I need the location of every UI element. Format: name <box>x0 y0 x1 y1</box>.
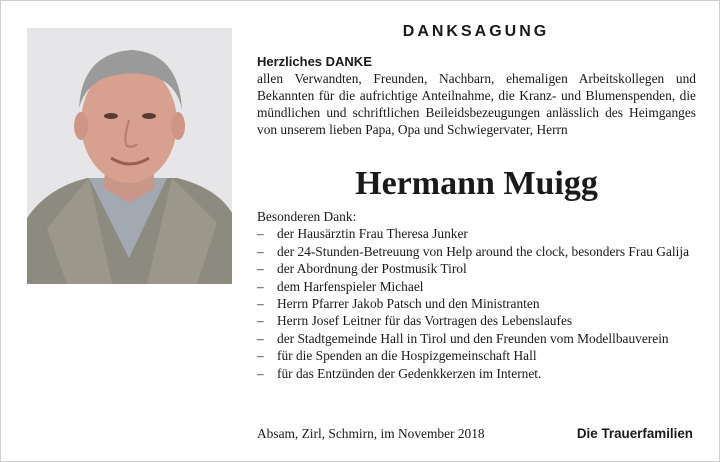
list-item: – Herrn Pfarrer Jakob Patsch und den Ministranten <box>257 296 540 312</box>
list-item: – dem Harfenspieler Michael <box>257 278 424 294</box>
list-dash: – <box>257 365 264 381</box>
list-dash: – <box>257 296 264 312</box>
thanks-list <box>257 225 696 382</box>
list-dash: – <box>257 330 264 346</box>
portrait-photo <box>27 28 232 284</box>
list-item: – der Abordnung der Postmusik Tirol <box>257 261 467 277</box>
list-item: – der 24-Stunden-Betreuung von Help around the clock, besonders Frau Galija <box>257 243 690 259</box>
intro-text: allen Verwandten, Freunden, Nachbarn, ehemaligen Arbeitskollegen und Bekannten für die aufrichtige Anteilnahme, die Kranz- und Blumenspenden, die mündlichen und schriftlichen Beileidsbezeugungen anlässlich des Heimganges von unserem lieben Papa, Opa und Schwiegervater, Herrn <box>257 71 696 137</box>
intro-block <box>257 53 696 138</box>
list-dash: – <box>257 278 264 294</box>
notice-heading: DANKSAGUNG <box>402 23 550 40</box>
list-dash: – <box>257 243 264 259</box>
list-item: – für die Spenden an die Hospizgemeinschaft Hall <box>257 348 537 364</box>
list-item: – der Hausärztin Frau Theresa Junker <box>257 226 468 242</box>
signature: Die Trauerfamilien <box>576 426 693 441</box>
list-dash: – <box>257 261 264 277</box>
list-item: – Herrn Josef Leitner für das Vortragen des Lebenslaufes <box>257 313 573 329</box>
deceased-name: Hermann Muigg <box>355 165 598 202</box>
intro-title: Herzliches DANKE <box>257 54 372 69</box>
special-thanks <box>257 208 696 382</box>
list-item: – der Stadtgemeinde Hall in Tirol und den Freunden vom Modellbauverein <box>257 330 669 346</box>
place-date: Absam, Zirl, Schmirn, im November 2018 <box>257 426 485 441</box>
list-dash: – <box>257 313 264 329</box>
list-item: – für das Entzünden der Gedenkkerzen im Internet. <box>257 365 542 381</box>
special-thanks-title: Besonderen Dank: <box>257 209 357 224</box>
list-dash: – <box>257 226 264 242</box>
list-dash: – <box>257 348 264 364</box>
